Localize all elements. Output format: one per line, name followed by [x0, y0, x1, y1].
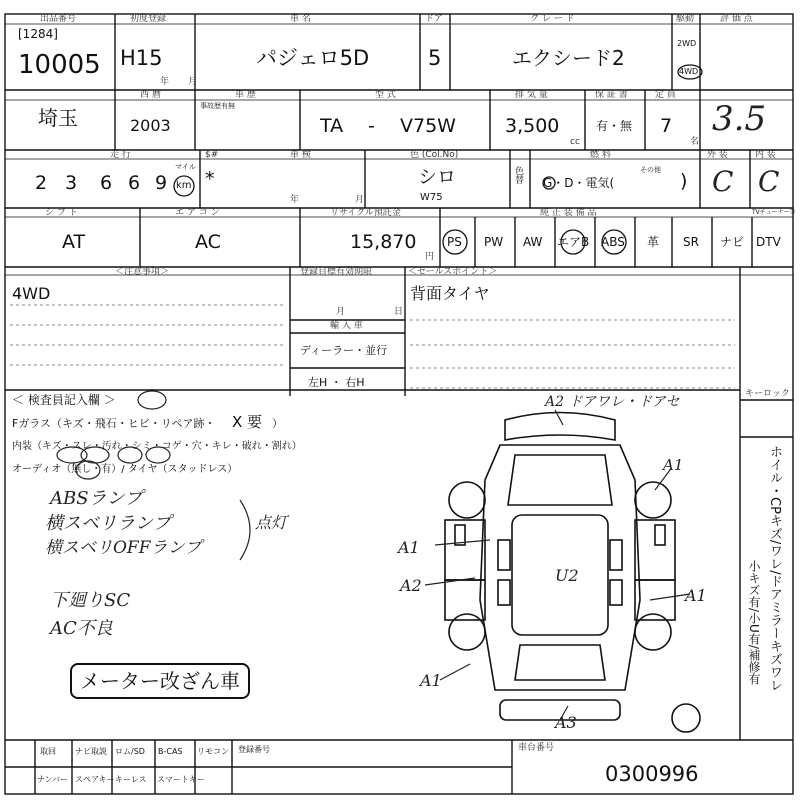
mileage-unit-mile: マイル — [175, 163, 196, 171]
hand-note: ABSランプ — [50, 488, 143, 509]
footer-cell: スペアキー — [75, 775, 115, 784]
history: 事故歴有無 — [200, 102, 235, 110]
label-meter: $# — [205, 150, 219, 160]
model-dash: - — [368, 115, 375, 137]
footer-cell: スマートキー — [157, 775, 205, 784]
footer-cell: 取回 — [40, 747, 56, 756]
inspector-interior: 内装（キズ・スレ・汚れ・シミ・コゲ・穴・キレ・破れ・割れ） — [12, 441, 302, 452]
notes-text: 4WD — [12, 284, 51, 303]
label-color: 色 (Col.No) — [410, 150, 459, 160]
sales-point-text: 背面タイヤ — [410, 284, 490, 303]
label-inspector: ＜ 検査員記入欄 ＞ — [12, 393, 116, 407]
label-grade: グ レ ー ド — [530, 14, 575, 24]
footer-cell: B-CAS — [158, 747, 183, 756]
footer-cell: キーレス — [115, 775, 147, 784]
damage-mark: A2 ドアワレ・ドアセ — [545, 394, 680, 410]
mileage-star: * — [205, 168, 215, 190]
shift: AT — [62, 231, 86, 253]
year-western: 2003 — [130, 116, 171, 135]
damage-mark: A3 — [555, 713, 577, 732]
side-text: ホイル・CPキズ/ワレ/ドアミラーキズワレ — [767, 445, 782, 692]
rating-value: 3.5 — [712, 99, 767, 139]
equip-item: SR — [683, 235, 699, 249]
steering: 左H ・ 右H — [308, 376, 365, 389]
month-suffix: 月 — [188, 77, 198, 87]
grade: エクシード2 — [512, 46, 625, 70]
label-capacity: 定 員 — [655, 90, 676, 100]
label-sales-point: ＜セールスポイント＞ — [408, 267, 498, 277]
label-warranty: 保 証 書 — [595, 90, 628, 100]
damage-mark: A1 — [663, 456, 684, 474]
equip-item: ABS — [601, 235, 625, 249]
shaken-month: 月 — [355, 195, 365, 205]
mileage-digit: 2 — [35, 172, 48, 194]
damage-mark: A2 — [400, 576, 422, 595]
label-registration: 登録目標有効期限 — [300, 267, 373, 277]
exterior-grade: C — [712, 165, 734, 198]
mileage-unit-km: km — [176, 180, 192, 191]
hand-note: 点灯 — [255, 513, 288, 532]
footer-cell: 登録番号 — [238, 745, 270, 754]
equip-item: DTV — [756, 235, 781, 249]
label-western: 西 暦 — [140, 90, 161, 100]
label-first-reg: 初度登録 — [130, 14, 167, 24]
interior-grade: C — [758, 165, 780, 198]
mileage-digit: 6 — [128, 172, 141, 194]
footer-cell: ロム/SD — [115, 747, 145, 756]
drive-2wd: 2WD — [677, 39, 697, 48]
hand-note: 横スベリランプ — [45, 513, 171, 534]
label-exterior: 外 装 — [707, 150, 728, 160]
recycle-unit: 円 — [425, 252, 435, 262]
label-recycle: リサイクル預託金 — [330, 208, 401, 218]
lot-prefix: [1284] — [18, 27, 58, 41]
chassis-number: 0300996 — [605, 762, 699, 786]
mileage-digit: 9 — [155, 172, 168, 194]
damage-mark: U2 — [555, 566, 579, 585]
color-side: 色替 — [515, 167, 525, 186]
reg-day: 日 — [394, 307, 404, 317]
equip-item: PS — [447, 235, 462, 249]
inspector-glass-mark: X 要 — [232, 413, 263, 431]
doors: 5 — [428, 46, 442, 70]
reg-month: 月 — [336, 307, 346, 317]
label-ac: エ ア コ ン — [175, 208, 220, 218]
label-displacement: 排 気 量 — [515, 90, 548, 100]
footer-cell: リモコン — [197, 747, 229, 756]
capacity-unit: 名 — [690, 137, 700, 147]
footer-cell: ナンバー — [37, 775, 69, 784]
label-mileage: 走 行 — [110, 150, 131, 160]
year-suffix: 年 — [160, 77, 170, 87]
equip-item: 革 — [647, 235, 660, 249]
import-dealer: ディーラー・並行 — [300, 344, 388, 357]
drive-4wd: 4WD — [679, 67, 699, 76]
label-rating: 評 価 点 — [720, 14, 753, 24]
car-name: パジェロ5D — [256, 46, 370, 70]
model-prefix: TA — [320, 115, 344, 137]
mileage-digit: 6 — [100, 172, 113, 194]
hand-note: 横スベリOFFランプ — [45, 538, 202, 558]
equip-item: ナビ — [720, 235, 745, 249]
label-history: 車 歴 — [235, 90, 256, 100]
color: シロ — [418, 166, 457, 188]
label-import: 輸 入 車 — [330, 321, 363, 331]
fuel-close: ) — [680, 170, 688, 192]
fuel: G・D・電気( — [543, 176, 615, 190]
capacity: 7 — [660, 115, 673, 137]
fuel-other: その他 — [640, 166, 661, 174]
displacement-unit: cc — [570, 137, 580, 147]
label-notes: ＜注意事項＞ — [115, 267, 170, 277]
mileage-digit: 3 — [65, 172, 78, 194]
label-exhibit-no: 出品番号 — [40, 14, 77, 24]
lot-number: 10005 — [18, 50, 101, 80]
label-car-name: 車 名 — [290, 14, 311, 24]
label-model: 型 式 — [375, 90, 396, 100]
equip-item: PW — [484, 235, 504, 249]
label-fuel: 燃 料 — [590, 150, 611, 160]
damage-mark: A1 — [398, 538, 420, 557]
first-reg: H15 — [120, 46, 163, 70]
inspector-glass-close: ） — [272, 417, 283, 430]
label-drive: 駆動 — [676, 14, 695, 24]
color-code: W75 — [420, 192, 443, 203]
region: 埼玉 — [38, 106, 78, 130]
label-equipment: 純 正 装 備 品 — [540, 208, 597, 218]
label-chassis: 車台番号 — [518, 743, 555, 753]
label-shaken: 車 検 — [290, 150, 311, 160]
recycle: 15,870 — [350, 231, 417, 253]
equip-item: エアB — [557, 235, 590, 249]
footer-cell: ナビ取説 — [75, 747, 107, 756]
displacement: 3,500 — [505, 115, 560, 137]
model-code: V75W — [400, 115, 456, 137]
warranty: 有・無 — [596, 119, 633, 133]
inspector-audio: オーディオ（無し・有）/ タイヤ（スタッドレス） — [12, 464, 238, 475]
label-interior: 内 装 — [755, 150, 776, 160]
side-text: 小キズ有/小U有/補修有 — [747, 560, 761, 685]
shaken-year: 年 — [290, 195, 300, 205]
ac: AC — [195, 231, 221, 253]
label-doors: ドア — [425, 14, 443, 24]
meter-tampered-stamp: メーター改ざん車 — [70, 663, 250, 699]
hand-note: AC不良 — [50, 618, 113, 639]
label-key: キーロック — [745, 389, 790, 399]
equip-item: AW — [523, 235, 543, 249]
damage-mark: A1 — [420, 671, 442, 690]
inspector-glass: Fガラス（キズ・飛石・ヒビ・リペア跡・ — [12, 417, 216, 430]
label-shift: シ フ ト — [45, 208, 78, 218]
hand-note: 下廻りSC — [50, 590, 131, 611]
equip-note: TVチューナー等 — [752, 209, 796, 216]
damage-mark: A1 — [685, 586, 707, 605]
